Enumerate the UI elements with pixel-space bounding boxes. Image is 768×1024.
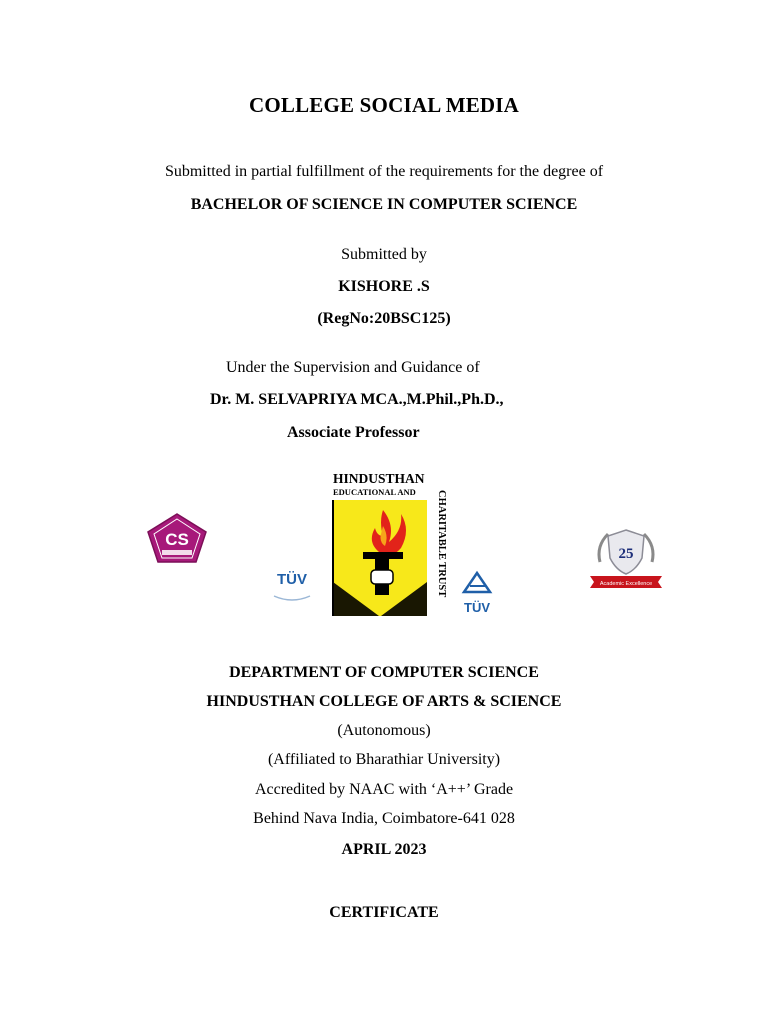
submission-statement: Submitted in partial fulfillment of the requirements for the degree of	[164, 163, 604, 180]
page-title: COLLEGE SOCIAL MEDIA	[248, 93, 520, 117]
university-affiliation: (Affiliated to Bharathiar University)	[267, 751, 501, 768]
trust-name-line2: EDUCATIONAL AND	[333, 487, 416, 497]
award-ribbon-text: Academic Excellence	[599, 581, 653, 587]
accreditation-statement: Accredited by NAAC with ‘A++’ Grade	[254, 781, 514, 798]
hindusthan-trust-logo	[331, 470, 445, 618]
department-name: DEPARTMENT OF COMPUTER SCIENCE	[229, 664, 539, 681]
college-address: Behind Nava India, Coimbatore-641 028	[253, 810, 515, 827]
degree-name: BACHELOR OF SCIENCE IN COMPUTER SCIENCE	[190, 196, 578, 213]
trust-name-vertical: CHARITABLE TRUST	[436, 490, 447, 598]
college-name: HINDUSTHAN COLLEGE OF ARTS & SCIENCE	[206, 693, 562, 710]
tuv-certification-logo-left	[268, 562, 316, 608]
tuv-left-text: TÜV	[277, 571, 307, 588]
cs-badge-text: CS	[165, 530, 189, 549]
award-number: 25	[618, 546, 634, 562]
tuv-certification-logo-right	[456, 570, 498, 616]
supervisor-designation: Associate Professor	[287, 424, 420, 441]
student-name: KISHORE .S	[338, 278, 430, 295]
certificate-heading: CERTIFICATE	[329, 904, 439, 921]
submission-date: APRIL 2023	[341, 841, 427, 858]
trust-name-line1: HINDUSTHAN	[333, 471, 425, 486]
academic-excellence-award-logo	[586, 524, 666, 592]
submitted-by-label: Submitted by	[341, 246, 427, 263]
registration-number: (RegNo:20BSC125)	[317, 310, 451, 327]
autonomous-status: (Autonomous)	[337, 722, 431, 739]
supervision-statement: Under the Supervision and Guidance of	[226, 359, 480, 376]
tuv-right-text: TÜV	[464, 600, 490, 615]
supervisor-name: Dr. M. SELVAPRIYA MCA.,M.Phil.,Ph.D.,	[210, 391, 504, 408]
computer-science-badge-logo	[146, 512, 208, 564]
